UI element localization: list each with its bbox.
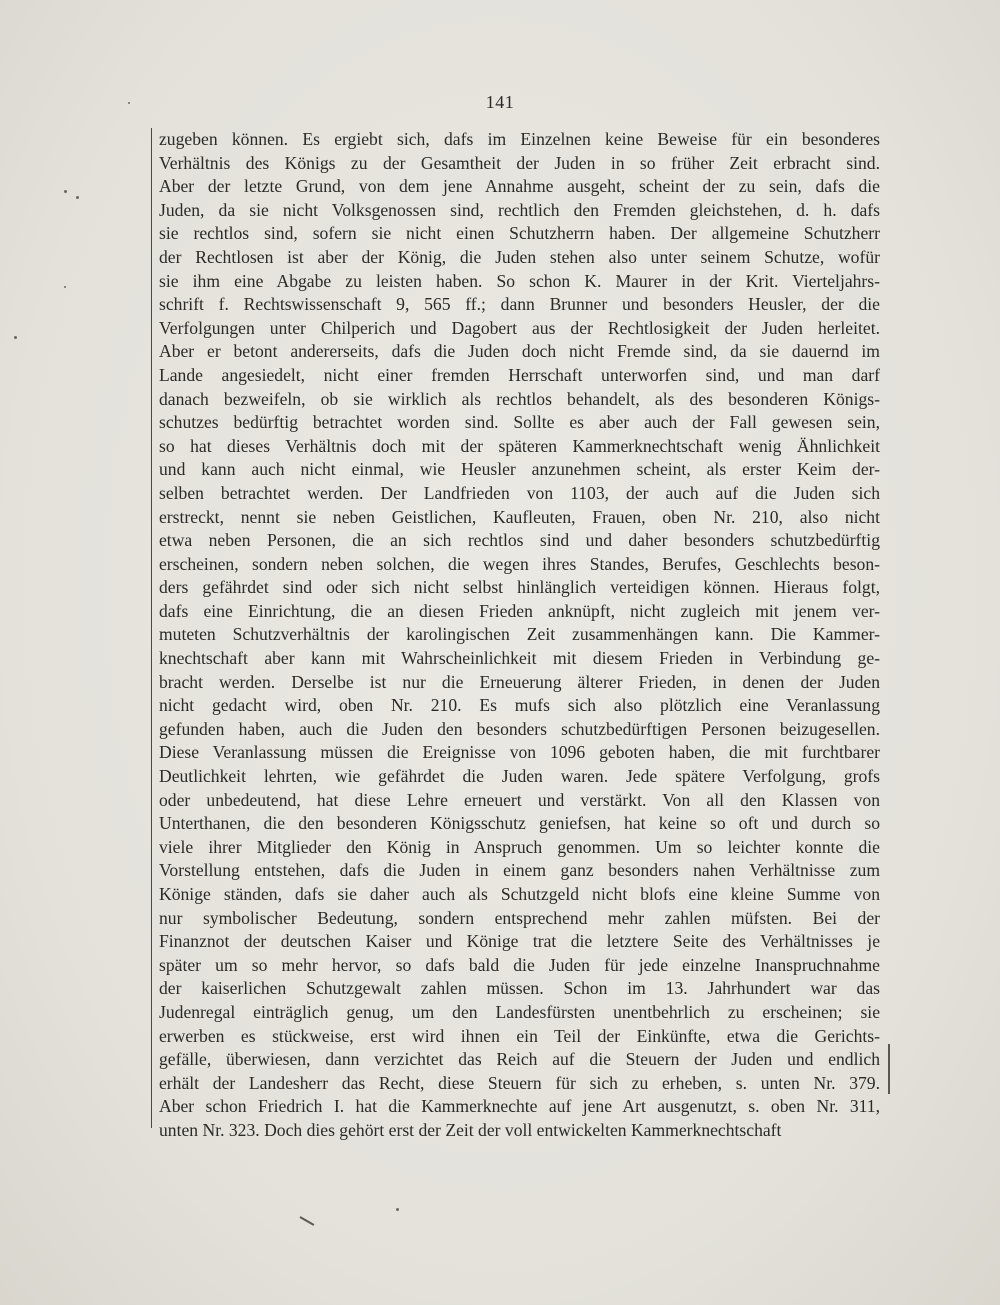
scan-speck	[396, 1208, 399, 1211]
text-line: Diese Veranlassung müssen die Ereignisse von 1096 geboten haben, die mit furchtbarer	[159, 742, 880, 763]
text-line: der Rechtlosen ist aber der König, die Juden stehen also unter seinem Schutze, wofür	[159, 246, 880, 267]
text-line: Aber er betont andererseits, dafs die Juden doch nicht Fremde sind, da sie dauernd im	[159, 341, 880, 362]
text-line: zugeben können. Es ergiebt sich, dafs im Einzelnen keine Beweise für ein besonderes	[159, 129, 880, 149]
text-line: etwa neben Personen, die an sich rechtlos sind und daher besonders schutzbedürftig	[159, 530, 880, 551]
text-line: oder unbedeutend, hat diese Lehre erneuert und verstärkt. Von all den Klassen von	[159, 789, 880, 810]
text-line: Finanznot der deutschen Kaiser und Könige trat die letztere Seite des Verhältnisses je	[159, 931, 880, 952]
text-line: Lande angesiedelt, nicht einer fremden Herrschaft unterworfen sind, und man darf	[159, 364, 880, 385]
text-line: erstreckt, nennt sie neben Geistlichen, Kaufleuten, Frauen, oben Nr. 210, also nicht	[159, 506, 880, 527]
text-line: Unterthanen, die den besonderen Königsschutz geniefsen, hat keine so oft und durch so	[159, 813, 880, 834]
text-line: selben betrachtet werden. Der Landfrieden von 1103, der auch auf die Juden sich	[159, 482, 880, 503]
scan-speck	[14, 336, 17, 339]
text-line: knechtschaft aber kann mit Wahrscheinlichkeit mit diesem Frieden in Verbindung ge-	[159, 648, 880, 669]
text-line: schutzes bedürftig betrachtet worden sind. Sollte es aber auch der Fall gewesen sein,	[159, 412, 880, 433]
text-line: unten Nr. 323. Doch dies gehört erst der Zeit der voll entwickelten Kammerknechtschaft	[159, 1119, 782, 1140]
text-line: sie rechtlos sind, sofern sie nicht einen Schutzherrn haben. Der allgemeine Schutzherr	[159, 223, 880, 244]
text-line: ders gefährdet sind oder sich nicht selbst hinlänglich verteidigen können. Hieraus folgt,	[159, 577, 880, 598]
text-line: der kaiserlichen Schutzgewalt zahlen müssen. Schon im 13. Jahrhundert war das	[159, 978, 880, 999]
page-number: 141	[485, 92, 515, 112]
text-line: sie ihm eine Abgabe zu leisten haben. So schon K. Maurer in der Krit. Vierteljahrs-	[159, 270, 880, 291]
text-line: so hat dieses Verhältnis doch mit der späteren Kammerknechtschaft wenig Ähnlichkeit	[159, 435, 880, 456]
text-line: Judenregal einträglich genug, um den Landesfürsten unentbehrlich zu erscheinen; sie	[159, 1001, 880, 1022]
text-line: bracht werden. Derselbe ist nur die Erneuerung älterer Frieden, in denen der Juden	[159, 671, 880, 692]
text-line: nur symbolischer Bedeutung, sondern entsprechend mehr zahlen müfsten. Bei der	[159, 907, 880, 928]
text-line: danach bezweifeln, ob sie wirklich als rechtlos behandelt, als des besonderen Königs-	[159, 388, 880, 409]
text-line: viele ihrer Mitglieder den König in Anspruch genommen. Um so leichter konnte die	[159, 836, 880, 857]
text-line: Könige ständen, dafs sie daher auch als Schutzgeld nicht blofs eine kleine Summe von	[159, 884, 880, 904]
text-line: Aber schon Friedrich I. hat die Kammerknechte auf jene Art ausgenutzt, s. oben Nr. 311,	[159, 1096, 880, 1117]
scan-speck	[64, 190, 67, 193]
text-line: nicht gedacht wird, oben Nr. 210. Es mufs sich also plötzlich eine Veranlassung	[159, 695, 880, 716]
body-text	[159, 128, 880, 1143]
text-line: Verfolgungen unter Chilperich und Dagobert aus der Rechtlosigkeit der Juden herleitet.	[159, 317, 880, 338]
text-line: gefunden haben, auch die Juden den besonders schutzbedürftigen Personen beizugesellen.	[159, 718, 880, 739]
text-line: Vorstellung entstehen, dafs die Juden in einem ganz besonders nahen Verhältnisse zum	[159, 860, 880, 881]
scan-speck	[128, 102, 130, 104]
margin-rule	[151, 128, 152, 1128]
text-line: Juden, da sie nicht Volksgenossen sind, rechtlich den Fremden gleichstehen, d. h. dafs	[159, 199, 880, 220]
scan-speck	[64, 286, 66, 288]
text-line: Verhältnis des Königs zu der Gesamtheit der Juden in so früher Zeit erbracht sind.	[159, 152, 880, 173]
scan-stroke	[888, 1044, 890, 1094]
text-line: später um so mehr hervor, so dafs bald die Juden für jede einzelne Inanspruchnahme	[159, 954, 880, 975]
text-line: erwerben es stückweise, erst wird ihnen ein Teil der Einkünfte, etwa die Gerichts-	[159, 1025, 880, 1046]
text-line: und kann auch nicht einmal, wie Heusler anzunehmen scheint, als erster Keim der-	[159, 459, 880, 480]
text-line: erscheinen, sondern neben solchen, die wegen ihres Standes, Berufes, Geschlechts beson-	[159, 553, 880, 574]
scan-stroke	[300, 1216, 315, 1226]
text-line: schrift f. Rechtswissenschaft 9, 565 ff.; dann Brunner und besonders Heusler, der die	[159, 294, 880, 315]
text-line: erhält der Landesherr das Recht, diese Steuern für sich zu erheben, s. unten Nr. 379.	[159, 1072, 880, 1093]
text-line: gefälle, überwiesen, dann verzichtet das Reich auf die Steuern der Juden und endlich	[159, 1049, 880, 1070]
text-line: Aber der letzte Grund, von dem jene Annahme ausgeht, scheint der zu sein, dafs die	[159, 176, 880, 197]
text-line: dafs eine Einrichtung, die an diesen Frieden anknüpft, nicht zugleich mit jenem ver-	[159, 600, 880, 621]
text-line: Deutlichkeit lehrten, wie gefährdet die Juden waren. Jede spätere Verfolgung, grofs	[159, 766, 880, 787]
text-line: muteten Schutzverhältnis der karolingischen Zeit zusammenhängen kann. Die Kammer-	[159, 624, 880, 645]
scan-speck	[76, 196, 79, 199]
